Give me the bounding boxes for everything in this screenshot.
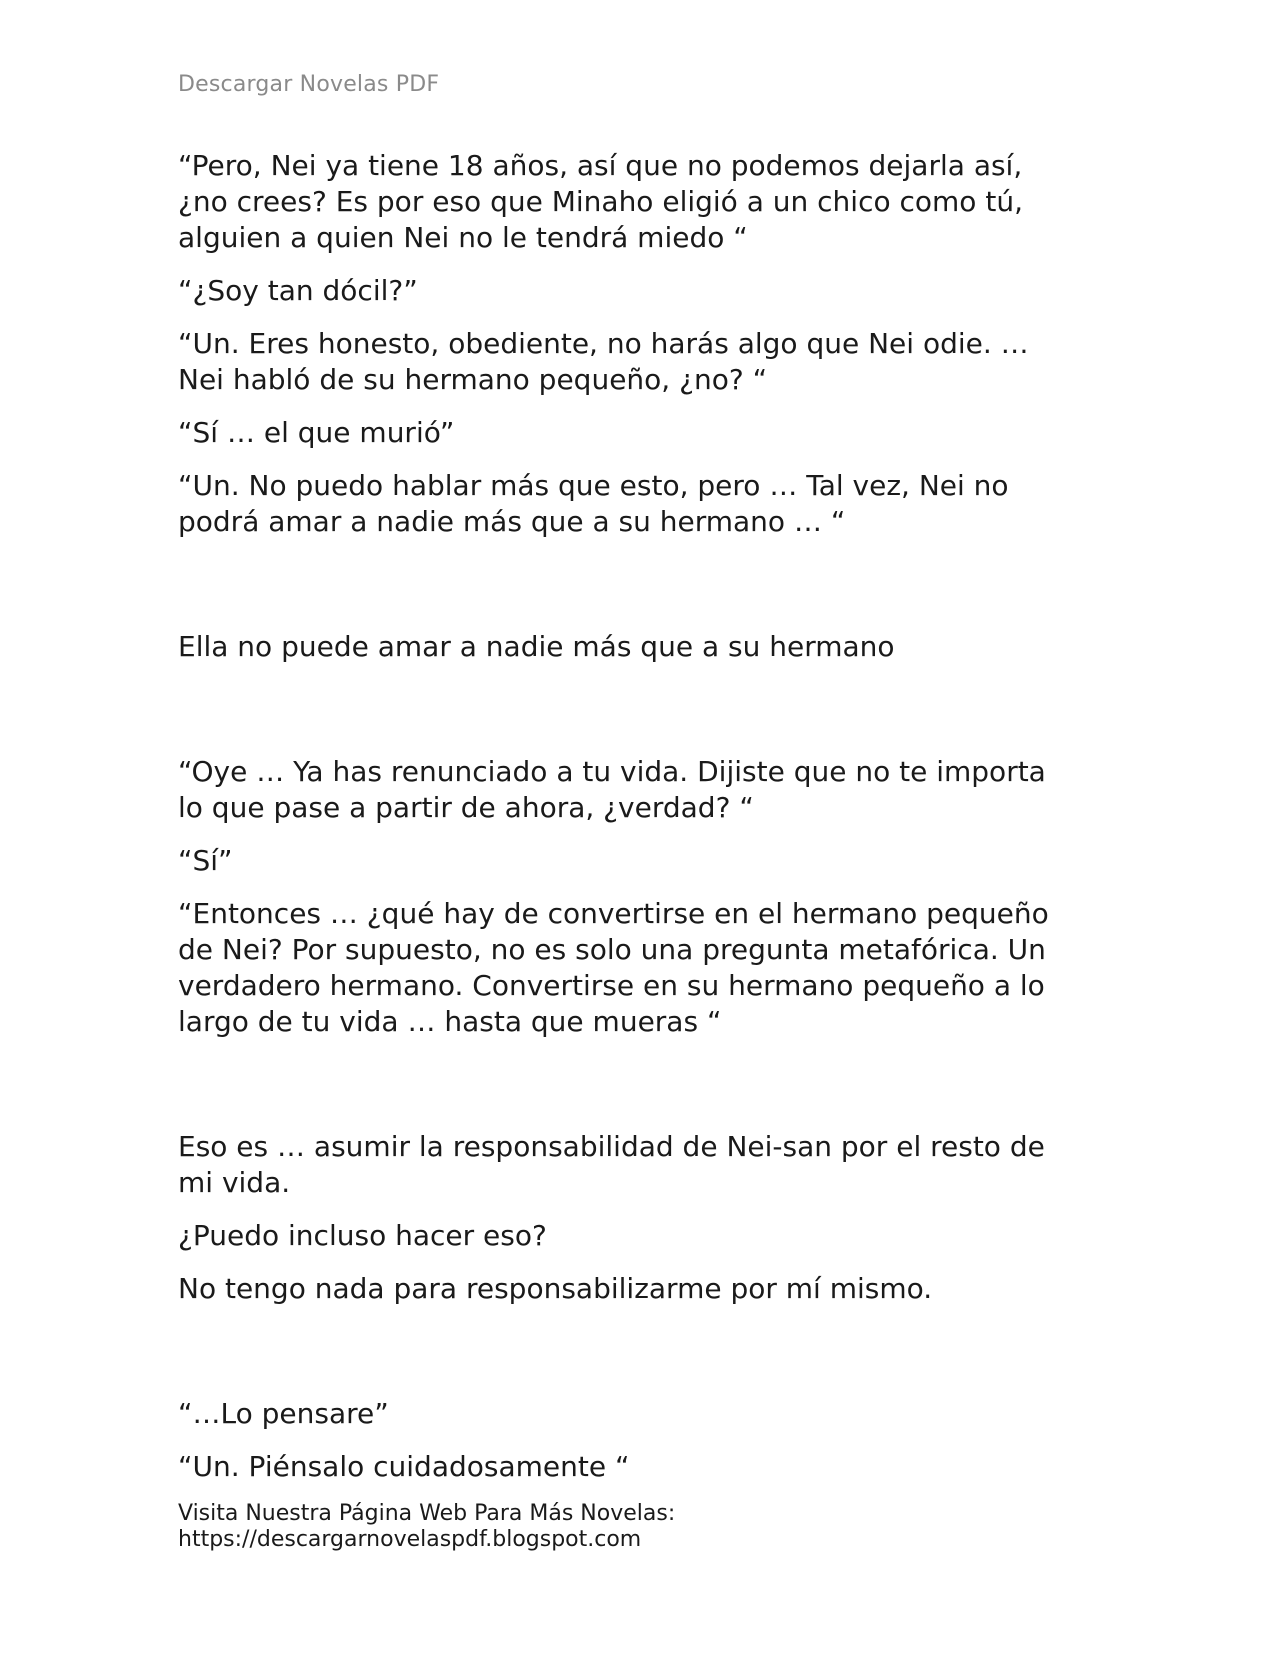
paragraph-8: “Sí” [178, 844, 233, 877]
paragraph-14: “Un. Piénsalo cuidadosamente “ [178, 1450, 630, 1483]
paragraph-2: “¿Soy tan dócil?” [178, 274, 418, 307]
footer-promo-text: Visita Nuestra Página Web Para Más Novelas: [178, 1501, 676, 1526]
novel-text [178, 148, 1118, 1502]
paragraph-6: Ella no puede amar a nadie más que a su hermano [178, 630, 895, 663]
footer-website-link[interactable]: https://descargarnovelaspdf.blogspot.com [178, 1527, 642, 1552]
paragraph-4: “Sí … el que murió” [178, 416, 455, 449]
paragraph-9: “Entonces … ¿qué hay de convertirse en el hermano pequeño de Nei? Por supuesto, no es solo una pregunta metafórica. Un verdadero hermano. Convertirse en su hermano pequeño a lo largo de tu vida … hasta que mueras “ [178, 897, 1049, 1038]
paragraph-7: “Oye … Ya has renunciado a tu vida. Dijiste que no te importa lo que pase a partir de ahora, ¿verdad? “ [178, 755, 1046, 824]
paragraph-1: “Pero, Nei ya tiene 18 años, así que no podemos dejarla así, ¿no crees? Es por eso que Minaho eligió a un chico como tú, alguien a quien Nei no le tendrá miedo “ [178, 149, 1023, 254]
paragraph-5: “Un. No puedo hablar más que esto, pero … Tal vez, Nei no podrá amar a nadie más que a su hermano … “ [178, 469, 1009, 538]
page-header: Descargar Novelas PDF [178, 72, 440, 97]
paragraph-3: “Un. Eres honesto, obediente, no harás algo que Nei odie. … Nei habló de su hermano pequeño, ¿no? “ [178, 327, 1029, 396]
paragraph-11: ¿Puedo incluso hacer eso? [178, 1219, 547, 1252]
paragraph-10: Eso es … asumir la responsabilidad de Nei-san por el resto de mi vida. [178, 1130, 1045, 1199]
paragraph-13: “…Lo pensare” [178, 1397, 389, 1430]
paragraph-12: No tengo nada para responsabilizarme por mí mismo. [178, 1272, 933, 1305]
page-footer [178, 1501, 675, 1553]
